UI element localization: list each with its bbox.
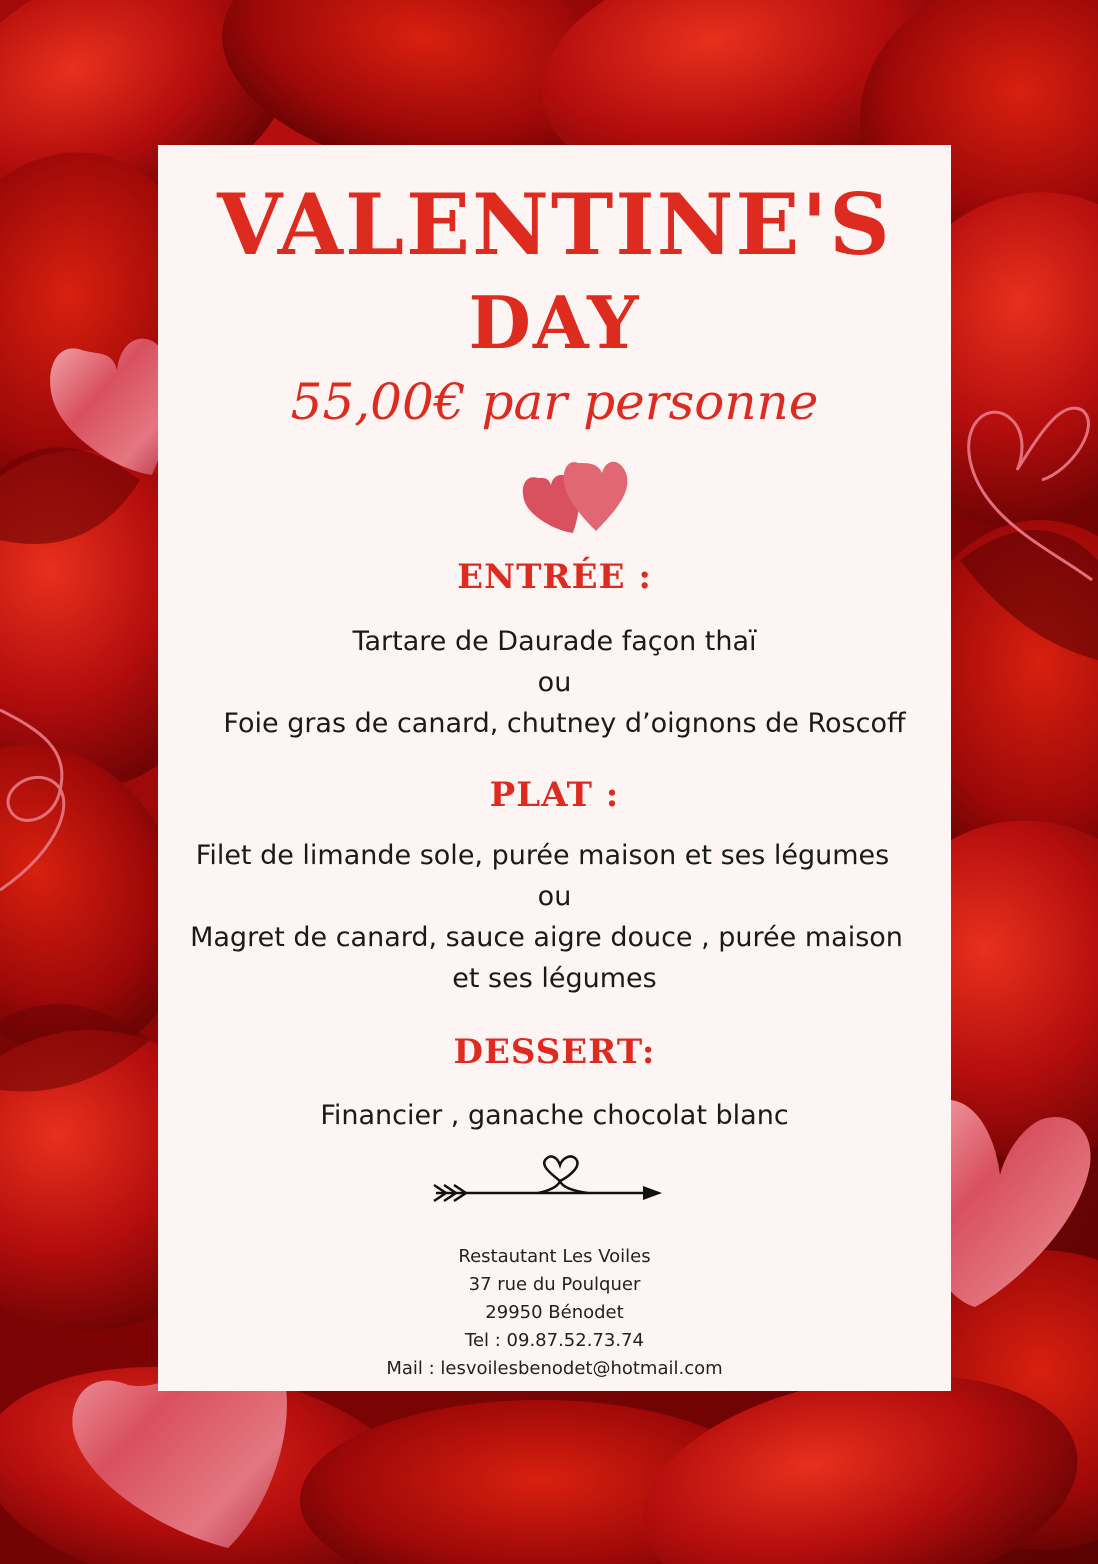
heart-arrow-icon [428,1153,668,1213]
restaurant-name: Restautant Les Voiles [458,1246,651,1267]
restaurant-email: Mail : lesvoilesbenodet@hotmail.com [386,1358,723,1379]
section-heading-entree: ENTRÉE : [457,557,652,597]
dish-line: Financier , ganache chocolat blanc [320,1100,789,1131]
restaurant-phone: Tel : 09.87.52.73.74 [465,1330,644,1351]
dish-line: Magret de canard, sauce aigre douce , purée maison [190,922,903,953]
dish-line: ou [537,667,572,698]
restaurant-info [158,1243,951,1383]
dish-line: Filet de limande sole, purée maison et ses légumes [195,840,890,871]
heart-outline-icon [962,390,1098,590]
double-heart-icon [518,453,638,533]
section-heading-dessert: DESSERT: [453,1032,656,1072]
restaurant-street: 37 rue du Poulquer [468,1274,641,1295]
heart-outline-icon [0,700,90,900]
dish-list-plat [158,835,951,999]
dish-list-dessert [158,1095,951,1136]
dish-line: Tartare de Daurade façon thaï [352,626,757,657]
dish-line: Foie gras de canard, chutney d’oignons de Roscoff [223,708,906,739]
restaurant-city: 29950 Bénodet [485,1302,624,1323]
title-line2: DAY [468,280,641,365]
section-heading-plat: PLAT : [489,775,620,815]
dish-line: et ses légumes [452,963,657,994]
price: 55,00€ par personne [290,373,819,431]
dish-list-entree [158,621,951,744]
dish-line: ou [537,881,572,912]
menu-card [158,145,951,1391]
title-line1: VALENTINE'S [217,175,892,274]
